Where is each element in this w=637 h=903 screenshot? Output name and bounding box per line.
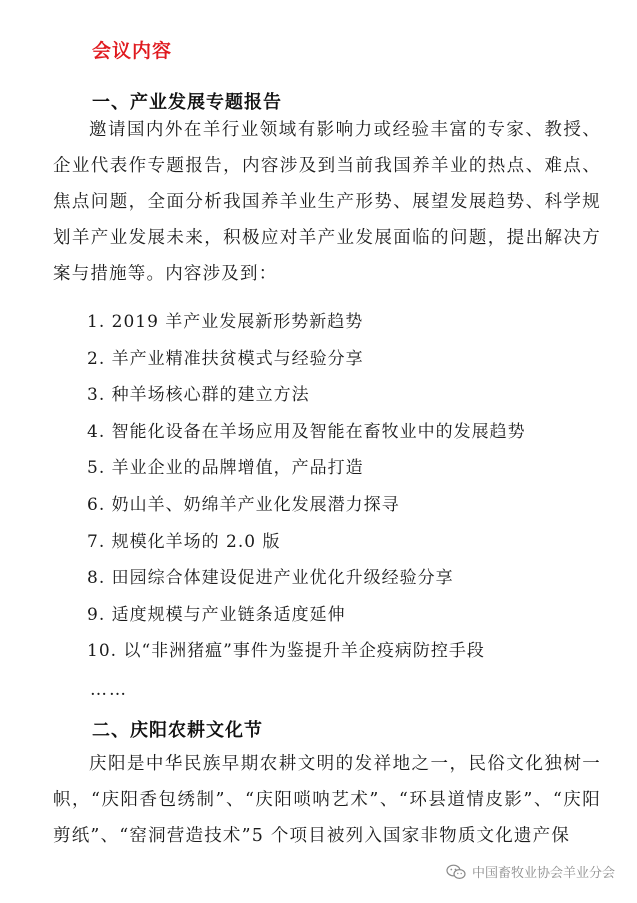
list-item: 3. 种羊场核心群的建立方法 <box>87 385 310 406</box>
watermark-text: 中国畜牧业协会羊业分会 <box>471 866 615 881</box>
list-item: 8. 田园综合体建设促进产业优化升级经验分享 <box>87 568 454 589</box>
section-2-body: 庆阳是中华民族早期农耕文明的发祥地之一，民俗文化独树一帜，“庆阳香包绣制”、“庆阳唢呐艺术”、“环县道情皮影”、“庆阳剪纸”、“窑洞营造技术”5 个项目被列入国家非物质文化遗产保 <box>53 754 601 846</box>
section-1-intro: 邀请国内外在羊行业领域有影响力或经验丰富的专家、教授、企业代表作专题报告，内容涉及到当前我国养羊业的热点、难点、焦点问题，全面分析我国养羊业生产形势、展望发展趋势、科学规划羊产业发展未来，积极应对羊产业发展面临的问题，提出解决方案与措施等。内容涉及到： <box>53 120 601 284</box>
list-item: 4. 智能化设备在羊场应用及智能在畜牧业中的发展趋势 <box>87 421 526 442</box>
wechat-icon <box>446 864 466 880</box>
section-1-title: 一、产业发展专题报告 <box>92 92 282 113</box>
list-item: 9. 适度规模与产业链条适度延伸 <box>87 604 346 625</box>
watermark <box>446 862 615 881</box>
list-item: 5. 羊业企业的品牌增值，产品打造 <box>87 458 364 479</box>
list-item: 1. 2019 羊产业发展新形势新趋势 <box>87 312 364 332</box>
section-2-title: 二、庆阳农耕文化节 <box>92 720 263 741</box>
topic-list <box>87 308 526 674</box>
list-item: 10. 以“非洲猪瘟”事件为鉴提升羊企疫病防控手段 <box>87 641 485 662</box>
list-item: 6. 奶山羊、奶绵羊产业化发展潜力探寻 <box>87 494 400 515</box>
page-title: 会议内容 <box>92 40 173 62</box>
list-item: 2. 羊产业精准扶贫模式与经验分享 <box>87 348 364 369</box>
list-item: 7. 规模化羊场的 2.0 版 <box>87 531 281 552</box>
list-ellipsis: …… <box>90 680 128 700</box>
